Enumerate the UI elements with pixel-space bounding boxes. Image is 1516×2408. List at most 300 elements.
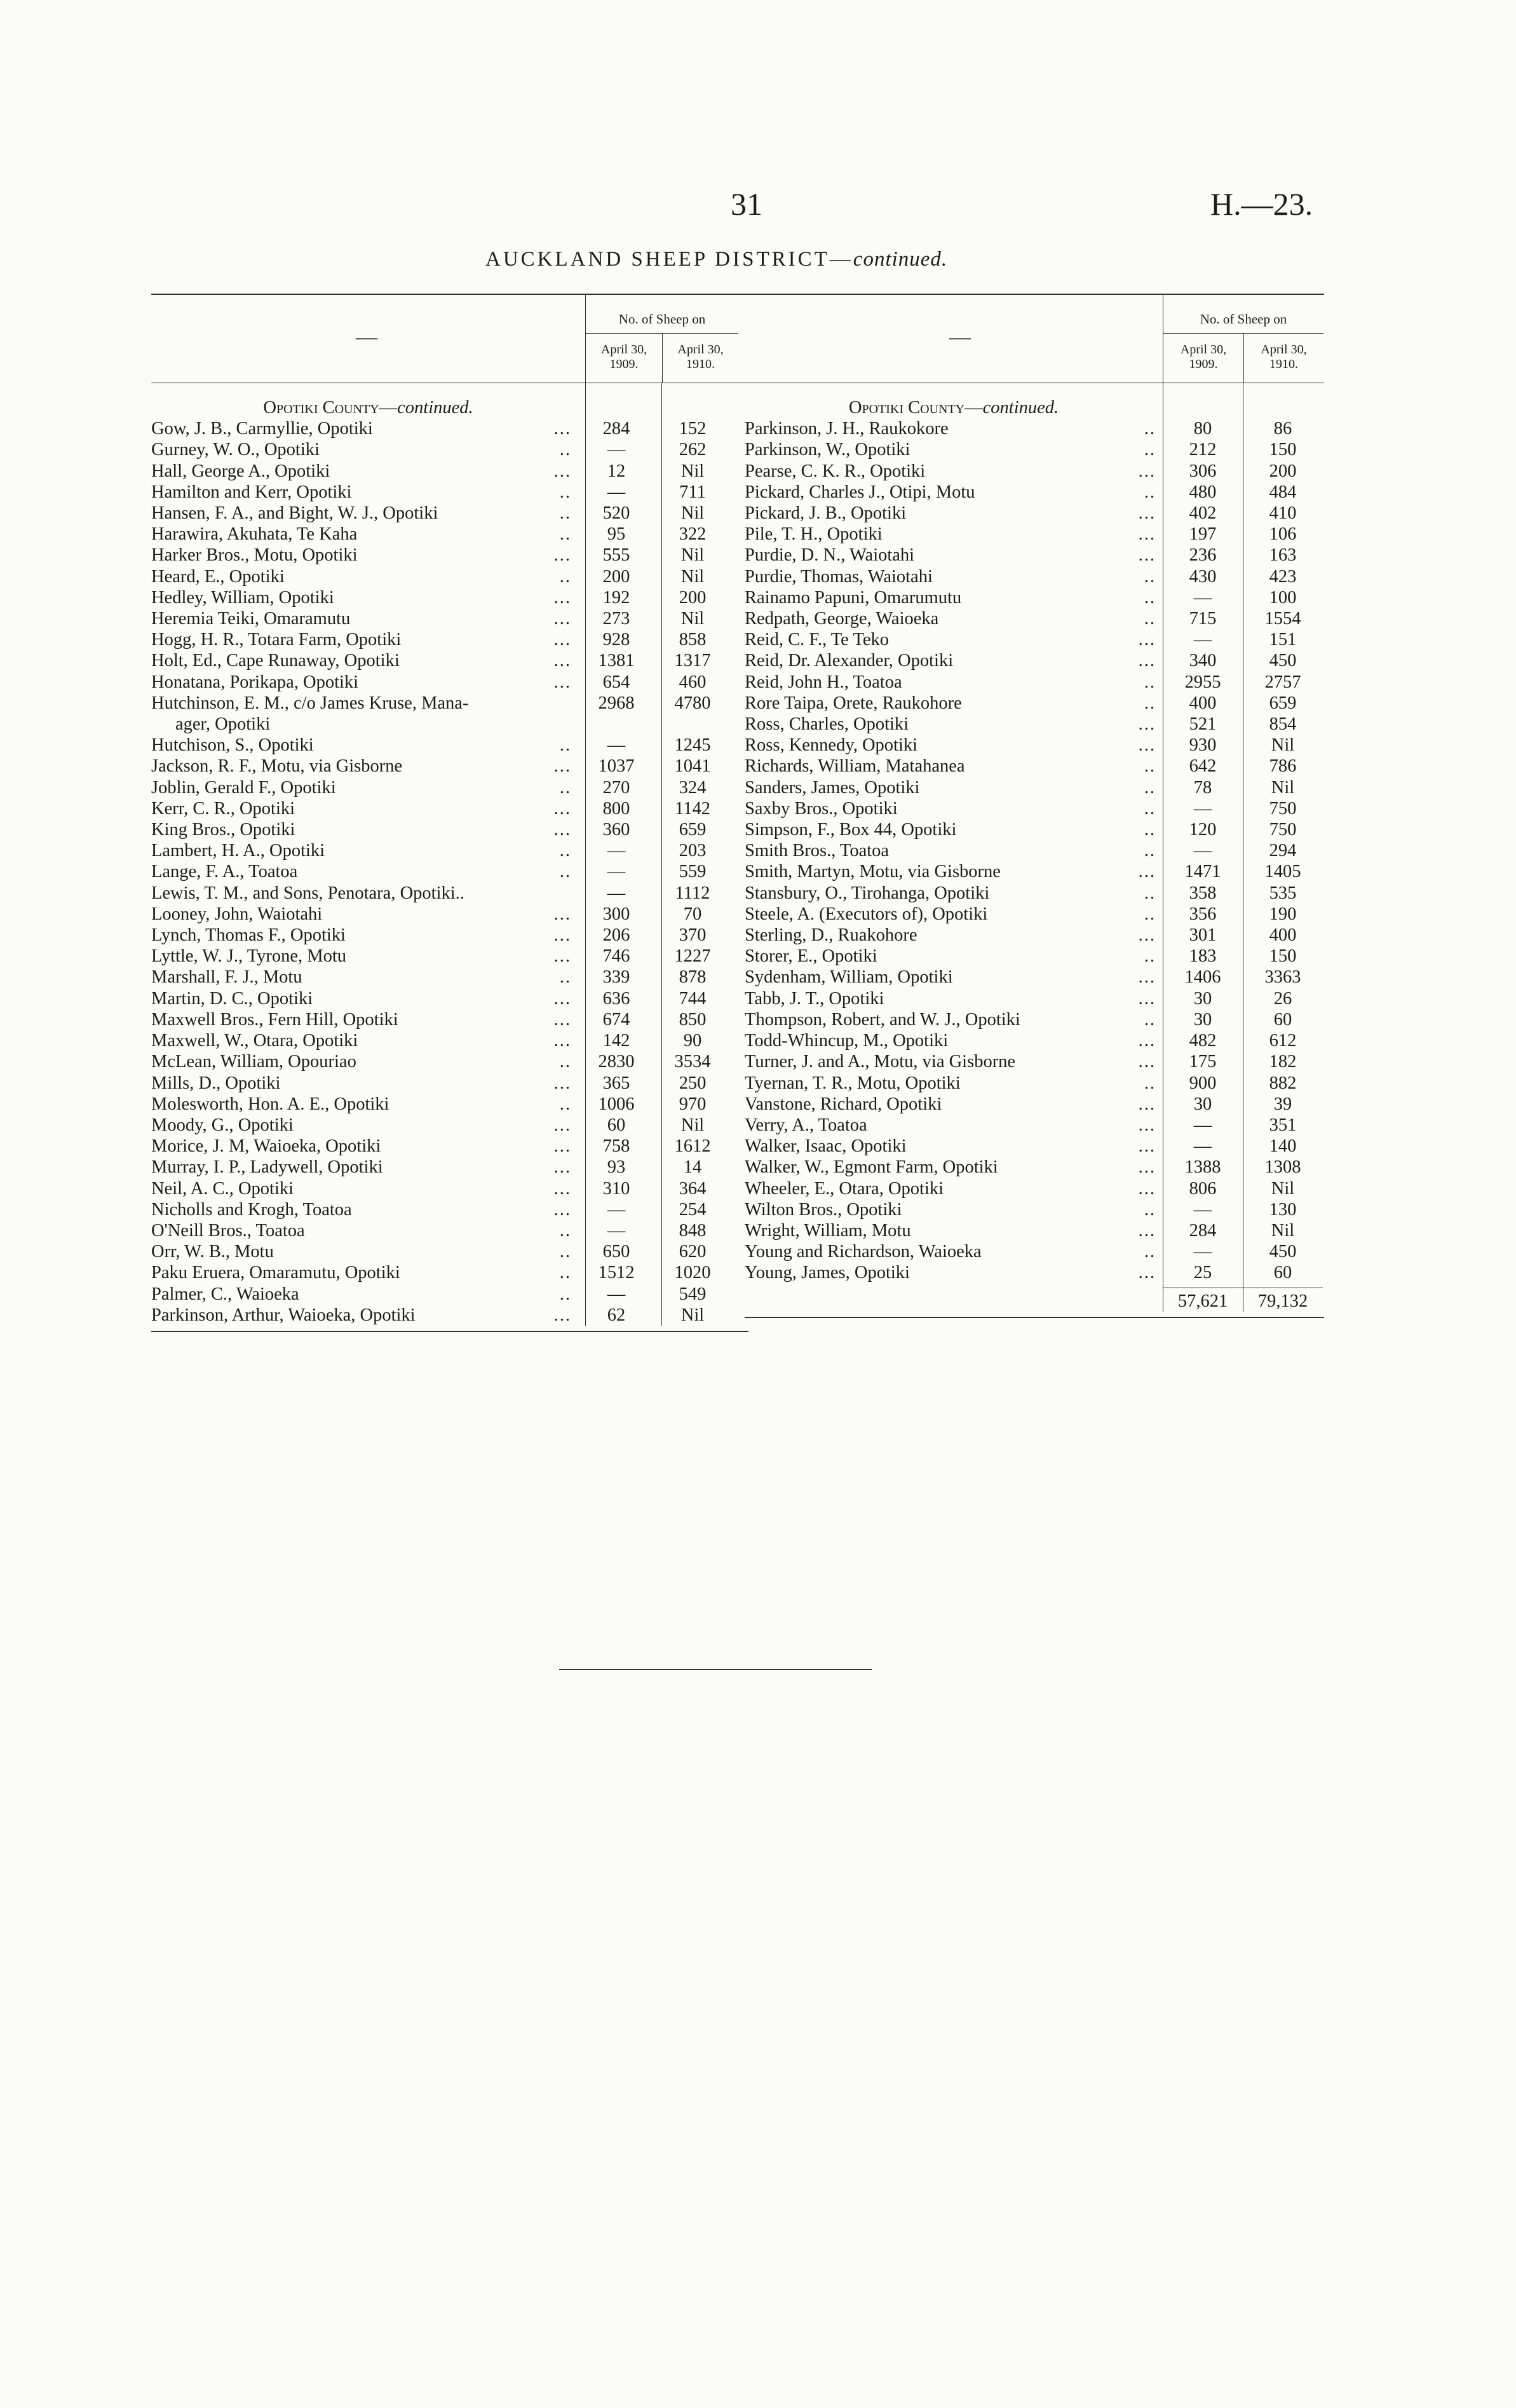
owner-name [745,1178,1118,1199]
owner-name [151,503,539,524]
table-row [745,840,1324,861]
leader-dots: .. [559,1284,571,1304]
right-col-1909-header [1163,334,1243,383]
table-row [745,988,1324,1009]
owner-name-text: Pickard, J. B., Opotiki [745,503,907,524]
right-section-continued: continued. [982,398,1059,418]
sheep-1910: Nil [1271,1178,1295,1199]
sheep-1910: 182 [1269,1052,1297,1072]
table-row [151,883,748,904]
right-section-heading [745,397,1163,418]
table-row [151,461,748,482]
sheep-1910: 14 [683,1157,702,1178]
owner-name-text: Lange, F. A., Toatoa [151,862,298,882]
sheep-1909: — [1193,1199,1212,1220]
leader-dots: ... [553,798,571,819]
left-bottom-rule [151,1331,748,1332]
left-col-1910-line2: 1910. [686,357,715,371]
left-col-1910-line1: April 30, [677,343,724,357]
table-row [151,1051,748,1072]
table-row [745,1262,1324,1283]
table-row [151,1115,748,1136]
sheep-1910: 786 [1269,756,1297,777]
sheep-1910: 324 [679,777,707,798]
leader-dots: ... [1138,1157,1156,1178]
sheep-1909: 306 [1189,461,1217,481]
right-sheep-count-header [1163,295,1323,383]
sheep-1909: 93 [607,1157,626,1178]
right-col-1909-line1: April 30, [1180,343,1227,357]
owner-name [151,883,539,904]
sheep-1910: Nil [680,1115,705,1135]
owner-name [151,988,539,1009]
sheep-1909: 1471 [1184,862,1221,882]
owner-name-text: Parkinson, Arthur, Waioeka, Opotiki [151,1305,416,1325]
sheep-1910: 3363 [1264,967,1301,988]
right-col-1909-line2: 1909. [1189,357,1218,371]
table-row [745,1115,1324,1136]
leader-dots: ... [1138,967,1156,988]
table-row [151,1157,748,1178]
owner-name-text: Ross, Charles, Opotiki [745,714,909,735]
owner-name [151,566,539,587]
owner-name-text: Young, James, Opotiki [745,1263,910,1283]
table-row [151,798,748,819]
right-table [745,294,1324,1318]
sheep-1909: — [607,440,626,460]
owner-name-text: Heard, E., Opotiki [151,566,285,587]
left-sheep-count-header [585,295,738,383]
sheep-1909: 200 [602,566,630,587]
sheep-1909: 402 [1189,503,1217,524]
sheep-1910: 322 [679,524,707,545]
table-row [745,756,1324,777]
table-row [151,967,748,988]
leader-dots: .. [1144,609,1156,629]
owner-name [745,946,1118,967]
leader-dots: .. [1144,841,1156,861]
leader-dots: .. [1144,1242,1156,1262]
owner-name-text: Parkinson, W., Opotiki [745,440,910,460]
sheep-1910: 163 [1269,545,1297,566]
sheep-1909: 654 [602,672,630,692]
sheep-1909: 356 [1189,904,1217,924]
table-row [151,418,748,439]
sheep-1909: 175 [1189,1052,1217,1072]
leader-dots: ... [553,946,571,967]
owner-name-text: McLean, William, Opouriao [151,1052,356,1072]
leader-dots: ... [1138,1052,1156,1072]
owner-name-text: Thompson, Robert, and W. J., Opotiki [745,1009,1020,1030]
table-row [745,798,1324,819]
end-rule [559,1669,872,1670]
owner-name [151,672,539,693]
sheep-1910: 559 [679,862,707,882]
owner-name-text: Pile, T. H., Opotiki [745,524,883,545]
owner-name-text: Orr, W. B., Motu [151,1242,274,1262]
leader-dots: ... [553,820,571,840]
owner-name [745,1157,1118,1178]
sheep-1910: 151 [1269,630,1297,650]
table-row [151,904,748,925]
leader-dots: ... [553,1136,571,1157]
sheep-1910: Nil [1271,1220,1295,1241]
left-group-label: No. of Sheep on [586,295,738,334]
sheep-1909: 928 [602,630,630,650]
leader-dots: ... [1138,1263,1156,1283]
owner-name-text: Hutchison, S., Opotiki [151,735,314,756]
owner-name [151,1284,539,1305]
sheep-1910: 1112 [675,883,710,903]
table-row [745,1178,1324,1199]
sheep-1910: 1317 [674,651,711,671]
sheep-1909: 95 [607,524,626,545]
leader-dots: ... [553,1157,571,1178]
sheep-1909: 430 [1189,566,1217,587]
table-row [745,482,1324,503]
owner-name-text: Nicholls and Krogh, Toatoa [151,1199,352,1220]
sheep-1910: 750 [1269,798,1297,819]
table-row [151,693,748,735]
right-col-1910-header [1243,334,1323,383]
owner-name-text: Hansen, F. A., and Bight, W. J., Opotiki [151,503,438,524]
owner-name [151,1199,539,1220]
owner-name [151,1094,539,1115]
leader-dots: ... [553,1031,571,1051]
sheep-1910: 254 [679,1199,707,1220]
sheep-1910: 549 [679,1284,707,1304]
leader-dots: ... [553,1073,571,1093]
owner-name-text: Holt, Ed., Cape Runaway, Opotiki [151,651,400,671]
owner-name-text: Kerr, C. R., Opotiki [151,798,295,819]
owner-name-text: Hall, George A., Opotiki [151,461,330,481]
sheep-1910: 60 [1273,1009,1292,1030]
sheep-1910: Nil [1271,735,1295,756]
sheep-1909: 715 [1189,609,1217,629]
table-row [745,650,1324,671]
owner-name-text: Morice, J. M, Waioeka, Opotiki [151,1136,381,1157]
sheep-1909: 1037 [598,756,635,777]
sheep-1909: — [1193,587,1212,608]
sheep-1909: 60 [607,1115,626,1135]
owner-name [151,1136,539,1157]
table-row [745,608,1324,629]
owner-name-text: Wheeler, E., Otara, Opotiki [745,1178,944,1199]
leader-dots: .. [559,777,571,798]
table-row [745,503,1324,524]
sheep-1909: 30 [1193,1009,1212,1030]
owner-name-text: Purdie, D. N., Waiotahi [745,545,915,566]
sheep-1909: 192 [602,587,630,608]
sheep-1910: 150 [1269,440,1297,460]
leader-dots: .. [1144,419,1156,439]
sheep-1910: 970 [679,1094,707,1114]
owner-name-text: Rore Taipa, Orete, Raukohore [745,693,962,713]
sheep-1910: 858 [679,630,707,650]
table-row [745,883,1324,904]
table-row [151,840,748,861]
table-row [745,946,1324,967]
owner-name [745,587,1118,608]
leader-dots: ... [553,1178,571,1199]
table-row [745,1157,1324,1178]
table-row [151,756,748,777]
sheep-1910: Nil [680,1305,705,1325]
sheep-1910: 4780 [674,693,711,713]
owner-name-text: Looney, John, Waiotahi [151,904,323,924]
sheep-1909: 197 [1189,524,1217,545]
table-row [745,904,1324,925]
leader-dots: .. [559,503,571,524]
table-row [151,861,748,882]
owner-name [745,1220,1118,1241]
leader-dots: .. [559,482,571,502]
owner-name-text: Reid, John H., Toatoa [745,672,902,692]
sheep-1909: 212 [1189,440,1217,460]
leader-dots: ... [553,630,571,650]
table-row [745,629,1324,650]
sheep-1910: 450 [1269,1242,1297,1262]
owner-name-text: Wilton Bros., Opotiki [745,1199,902,1220]
left-table [151,294,748,1332]
leader-dots: ... [553,988,571,1009]
table-row [745,861,1324,882]
sheep-1909: — [1193,841,1212,861]
owner-name [745,693,1118,714]
owner-name-text: Gow, J. B., Carmyllie, Opotiki [151,419,373,439]
owner-name-text: Sterling, D., Ruakohore [745,925,917,946]
table-row [745,1030,1324,1051]
owner-name [745,1009,1118,1030]
leader-dots: ... [553,609,571,629]
table-row [151,503,748,524]
leader-dots: .. [1144,566,1156,587]
sheep-1909: 1006 [598,1094,635,1114]
left-vline-1 [585,383,586,1326]
right-table-body [745,383,1324,1312]
leader-dots: ... [553,587,571,608]
owner-name-text: Vanstone, Richard, Opotiki [745,1094,942,1114]
owner-name [151,439,539,460]
table-row [151,650,748,671]
table-row [151,819,748,840]
left-table-header [151,295,748,383]
owner-name-text: O'Neill Bros., Toatoa [151,1220,305,1241]
owner-name-text: Maxwell, W., Otara, Opotiki [151,1031,358,1051]
leader-dots: .. [1144,693,1156,713]
table-row [151,1073,748,1094]
leader-dots: .. [559,967,571,988]
table-row [151,1220,748,1241]
owner-name [151,1241,539,1262]
sheep-1910: 1142 [675,798,710,819]
sheep-1910: Nil [680,566,705,587]
owner-name [745,650,1118,671]
owner-name [151,629,539,650]
owner-name [151,1305,539,1326]
sheep-1909: 480 [1189,482,1217,502]
sheep-1909: 642 [1189,756,1217,777]
sheep-1909: — [1193,630,1212,650]
sheep-1909: 273 [602,609,630,629]
owner-name-text: Lambert, H. A., Opotiki [151,841,325,861]
owner-name [151,1051,539,1072]
owner-name [151,1178,539,1199]
owner-name-text: Steele, A. (Executors of), Opotiki [745,904,988,924]
leader-dots: .. [1144,756,1156,777]
owner-name [745,756,1118,777]
sheep-1909: 2830 [598,1052,635,1072]
page-title [485,248,947,271]
sheep-1909: 78 [1193,777,1212,798]
owner-name [151,777,539,798]
sheep-1909: 674 [602,1009,630,1030]
sheep-1910: 70 [683,904,702,924]
sheep-1909: 650 [602,1242,630,1262]
sheep-1910: 294 [1269,841,1297,861]
owner-name [745,883,1118,904]
sheep-1910: 1245 [674,735,711,756]
owner-name-text: Verry, A., Toatoa [745,1115,867,1135]
sheep-1909: 236 [1189,545,1217,566]
owner-name [151,418,539,439]
sheep-1910: 1554 [1264,609,1301,629]
leader-dots: ... [1138,461,1156,481]
owner-name [151,735,539,756]
owner-name [151,1009,539,1030]
owner-name [151,756,539,777]
owner-name [745,503,1118,524]
sheep-1910: 106 [1269,524,1297,545]
leader-dots: ... [1138,988,1156,1009]
table-row [745,566,1324,587]
leader-dots: .. [559,735,571,756]
leader-dots: ... [553,545,571,566]
sheep-1909: 521 [1189,714,1217,735]
sheep-1910: 1308 [1264,1157,1301,1178]
owner-name [151,925,539,946]
leader-dots: .. [559,1263,571,1283]
owner-name [745,1115,1118,1136]
sheep-1909: — [1193,1115,1212,1135]
right-col-1910-line2: 1910. [1269,357,1298,371]
sheep-1910: 26 [1273,988,1292,1009]
sheep-1910: 882 [1269,1073,1297,1093]
owner-name-text: Stansbury, O., Tirohanga, Opotiki [745,883,990,903]
sheep-1910: 262 [679,440,707,460]
sheep-1909: — [607,841,626,861]
sheep-1910: 140 [1269,1136,1297,1157]
owner-name [151,545,539,566]
owner-name [745,1051,1118,1072]
owner-name [745,439,1118,460]
table-row [151,1094,748,1115]
leader-dots: ... [1138,1031,1156,1051]
owner-name-text: Richards, William, Matahanea [745,756,965,777]
leader-dots: ... [553,1199,571,1220]
table-row [745,925,1324,946]
sheep-1910: 130 [1269,1199,1297,1220]
leader-dots: .. [559,524,571,545]
owner-name [745,967,1118,988]
leader-dots: .. [1144,672,1156,692]
sheep-1910: Nil [680,461,705,481]
sheep-1909: — [1193,1136,1212,1157]
sheep-1909: — [607,883,626,903]
sheep-1910: 60 [1273,1263,1292,1283]
leader-dots: .. [559,841,571,861]
owner-name [151,587,539,608]
totals-row [745,1284,1324,1312]
owner-name-text: Heremia Teiki, Omaramutu [151,609,351,629]
owner-name [151,819,539,840]
sheep-1909: — [607,1220,626,1241]
title-main: AUCKLAND SHEEP DISTRICT— [485,248,853,271]
table-row [151,482,748,503]
sheep-1910: 200 [679,587,707,608]
leader-dots: ... [553,461,571,481]
owner-name-text: Storer, E., Opotiki [745,946,877,967]
owner-name [151,650,539,671]
owner-name-text: Molesworth, Hon. A. E., Opotiki [151,1094,389,1114]
sheep-1909: 339 [602,967,630,988]
owner-name-text: Pearse, C. K. R., Opotiki [745,461,926,481]
owner-name [745,418,1118,439]
owner-name-text: Honatana, Porikapa, Opotiki [151,672,359,692]
owner-name [745,1136,1118,1157]
table-row [151,925,748,946]
sheep-1909: 25 [1193,1263,1212,1283]
leader-dots: .. [559,440,571,460]
owner-name-text: Turner, J. and A., Motu, via Gisborne [745,1052,1016,1072]
sheep-1909: 30 [1193,988,1212,1009]
table-row [151,608,748,629]
owner-name [151,524,539,545]
owner-name-text: Pickard, Charles J., Otipi, Motu [745,482,975,502]
sheep-1910: 744 [679,988,707,1009]
leader-dots: ... [553,1115,571,1135]
sheep-1909: — [1193,798,1212,819]
sheep-1910: 750 [1269,820,1297,840]
leader-dots: .. [559,566,571,587]
table-row [745,587,1324,608]
sheep-1910: 100 [1269,587,1297,608]
table-row [745,967,1324,988]
sheep-1910: 484 [1269,482,1297,502]
table-row [151,439,748,460]
owner-name-text: Jackson, R. F., Motu, via Gisborne [151,756,403,777]
owner-name-text: Harawira, Akuhata, Te Kaha [151,524,358,545]
leader-dots: .. [1144,587,1156,608]
owner-name [745,545,1118,566]
sheep-1910: 150 [1269,946,1297,967]
owner-name-text: Gurney, W. O., Opotiki [151,440,320,460]
left-col-1909-line2: 1909. [609,357,639,371]
owner-name-text: Harker Bros., Motu, Opotiki [151,545,358,566]
sheep-1909: 270 [602,777,630,798]
leader-dots: .. [1144,1009,1156,1030]
sheep-1910: 659 [679,820,707,840]
table-row [151,524,748,545]
sheep-1910: 203 [679,841,707,861]
owner-name [745,1262,1118,1283]
sheep-1909: 806 [1189,1178,1217,1199]
sheep-1909: 12 [607,461,626,481]
left-table-body [151,383,748,1326]
owner-name-text: Mills, D., Opotiki [151,1073,281,1093]
owner-name-text: Palmer, C., Waioeka [151,1284,299,1304]
leader-dots: ... [1138,925,1156,946]
